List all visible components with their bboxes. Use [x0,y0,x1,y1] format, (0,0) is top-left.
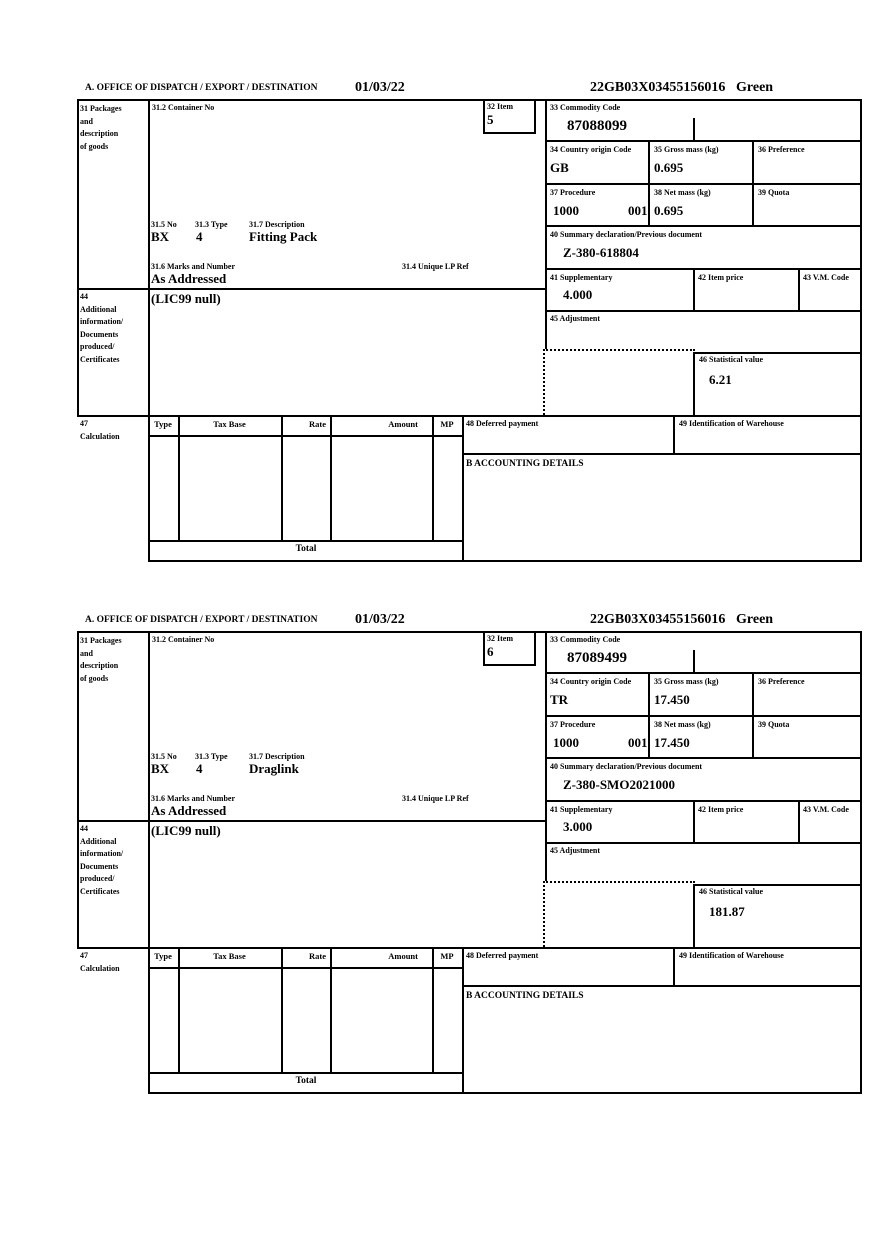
calc-col-tax-base: Tax Base [213,951,246,961]
adjustment-label: 45 Adjustment [550,846,601,855]
divider [673,947,675,985]
divider [77,947,862,949]
container-no-label: 31.2 Container No [152,635,215,644]
vm-code-label: 43 V.M. Code [803,273,849,282]
box44-label-line: 44 [80,824,88,833]
divider [545,842,862,844]
divider [148,540,464,542]
divider [545,310,862,312]
unique-lp-ref-label: 31.4 Unique LP Ref [402,262,469,271]
dotted-divider [543,881,695,883]
statistical-value-label: 46 Statistical value [699,887,763,896]
vm-code-label: 43 V.M. Code [803,805,849,814]
preference-label: 36 Preference [758,677,805,686]
box44-label-line: Certificates [80,886,120,896]
divider [432,415,434,540]
divider [148,560,862,562]
office-of-dispatch-label: A. OFFICE OF DISPATCH / EXPORT / DESTINATION [85,83,318,93]
unique-lp-ref-label: 31.4 Unique LP Ref [402,794,469,803]
divider [860,99,862,560]
calc-col-type: Type [154,419,172,429]
divider [148,99,150,562]
marks-value: As Addressed [151,271,227,286]
divider [545,268,862,270]
divider [148,1092,862,1094]
divider [178,947,180,1072]
box47-label-line: 47 [80,951,88,960]
divider [77,631,79,949]
divider [673,415,675,453]
quota-label: 39 Quota [758,188,790,197]
box47-label-line: 47 [80,419,88,428]
divider [330,415,332,540]
box47-calculation-label [80,418,146,443]
divider [148,967,462,969]
description-label: 31.7 Description [249,752,305,761]
divider [77,631,862,633]
box47-label-line: Calculation [80,431,120,441]
statistical-value: 181.87 [709,904,745,919]
commodity-code-label: 33 Commodity Code [550,103,621,112]
procedure-label: 37 Procedure [550,188,596,197]
divider [148,631,150,1094]
box31-packages-label [80,103,146,153]
gross-mass-value: 0.695 [654,160,684,175]
divider [432,947,434,1072]
adjustment-label: 45 Adjustment [550,314,601,323]
divider [545,140,862,142]
package-no-label: 31.5 No [151,220,177,229]
date-value: 01/03/22 [355,80,405,95]
calc-col-type: Type [154,951,172,961]
item-number-value: 6 [487,644,494,659]
box31-label-line: description [80,661,119,670]
package-no-value: BX [151,761,170,776]
warehouse-id-label: 49 Identification of Warehouse [679,951,784,960]
divider [693,352,695,415]
declaration-item-block [77,612,862,1093]
preference-label: 36 Preference [758,145,805,154]
divider [752,140,754,225]
divider [798,268,800,310]
country-origin-value: TR [550,692,569,707]
declaration-item-block [77,80,862,561]
box44-label-line: 44 [80,292,88,301]
commodity-code-value: 87088099 [567,118,627,134]
package-type-label: 31.3 Type [195,752,228,761]
marks-value: As Addressed [151,803,227,818]
box31-label-line: of goods [80,141,109,151]
divider [77,99,79,417]
package-no-label: 31.5 No [151,752,177,761]
box31-label-line: of goods [80,673,109,683]
country-origin-label: 34 Country origin Code [550,677,632,686]
dotted-divider [543,881,545,947]
package-type-value: 4 [196,229,203,244]
calc-col-amount: Amount [388,951,418,961]
box44-label-line: Documents [80,329,119,339]
divider [330,947,332,1072]
net-mass-value: 0.695 [654,203,684,218]
box31-label-line: 31 Packages [80,104,122,113]
country-origin-value: GB [550,160,569,175]
previous-document-value: Z-380-618804 [563,245,639,260]
previous-document-label: 40 Summary declaration/Previous document [550,230,703,239]
divider [693,352,862,354]
gross-mass-label: 35 Gross mass (kg) [654,677,719,686]
box44-label-line: Certificates [80,354,120,364]
previous-document-value: Z-380-SMO2021000 [563,777,675,792]
divider [545,757,862,759]
calc-col-mp: MP [440,951,454,961]
box44-label-line: information/ [80,317,124,326]
calc-col-mp: MP [440,419,454,429]
divider [281,415,283,540]
procedure-label: 37 Procedure [550,720,596,729]
item-price-label: 42 Item price [698,273,744,282]
supplementary-value: 4.000 [563,287,593,302]
box44-additional-info-label [80,823,146,898]
dotted-divider [543,349,545,415]
item-label: 32 Item [487,634,513,643]
deferred-payment-label: 48 Deferred payment [466,419,539,428]
divider [648,672,650,757]
gross-mass-label: 35 Gross mass (kg) [654,145,719,154]
divider [178,415,180,540]
movement-reference-value: 22GB03X03455156016 [590,80,726,95]
divider [462,947,464,1092]
commodity-code-label: 33 Commodity Code [550,635,621,644]
total-label: Total [295,544,317,554]
box44-label-line: produced/ [80,342,115,351]
divider [281,947,283,1072]
previous-document-label: 40 Summary declaration/Previous document [550,762,703,771]
box31-label-line: description [80,129,119,138]
calc-col-rate: Rate [309,419,326,429]
total-label: Total [295,1076,317,1086]
box44-label-line: Additional [80,836,117,846]
net-mass-label: 38 Net mass (kg) [654,720,711,729]
procedure-value-2: 001 [628,735,648,750]
calc-col-amount: Amount [388,419,418,429]
statistical-value-label: 46 Statistical value [699,355,763,364]
divider [462,985,862,987]
commodity-subfield-tick [693,118,695,140]
marks-label: 31.6 Marks and Number [151,794,236,803]
divider [462,453,862,455]
calc-col-rate: Rate [309,951,326,961]
box31-label-line: 31 Packages [80,636,122,645]
divider [77,415,862,417]
office-of-dispatch-label: A. OFFICE OF DISPATCH / EXPORT / DESTINATION [85,615,318,625]
divider [545,183,862,185]
container-no-label: 31.2 Container No [152,103,215,112]
box31-label-line: and [80,648,93,658]
divider [798,800,800,842]
box44-label-line: produced/ [80,874,115,883]
warehouse-id-label: 49 Identification of Warehouse [679,419,784,428]
procedure-value-1: 1000 [553,203,579,218]
divider [545,225,862,227]
item-price-label: 42 Item price [698,805,744,814]
box44-additional-info-label [80,291,146,366]
item-label: 32 Item [487,102,513,111]
divider [752,672,754,757]
description-value: Draglink [249,761,299,776]
divider [545,800,862,802]
status-value: Green [736,612,774,627]
procedure-value-1: 1000 [553,735,579,750]
divider [693,884,862,886]
gross-mass-value: 17.450 [654,692,690,707]
accounting-details-label: B ACCOUNTING DETAILS [466,991,584,1001]
additional-info-value: (LIC99 null) [151,823,221,838]
box31-label-line: and [80,116,93,126]
box47-label-line: Calculation [80,963,120,973]
date-value: 01/03/22 [355,612,405,627]
divider [462,415,464,560]
status-value: Green [736,80,774,95]
country-origin-label: 34 Country origin Code [550,145,632,154]
commodity-code-value: 87089499 [567,650,627,666]
divider [860,631,862,1092]
supplementary-label: 41 Supplementary [550,805,613,814]
quota-label: 39 Quota [758,720,790,729]
divider [693,884,695,947]
accounting-details-label: B ACCOUNTING DETAILS [466,459,584,469]
box44-label-line: Additional [80,304,117,314]
box47-calculation-label [80,950,146,975]
divider [693,800,695,842]
procedure-value-2: 001 [628,203,648,218]
commodity-subfield-tick [693,650,695,672]
net-mass-value: 17.450 [654,735,690,750]
supplementary-label: 41 Supplementary [550,273,613,282]
divider [148,1072,464,1074]
description-label: 31.7 Description [249,220,305,229]
box44-label-line: information/ [80,849,124,858]
package-type-value: 4 [196,761,203,776]
divider [648,140,650,225]
divider [545,672,862,674]
dotted-divider [543,349,695,351]
box31-packages-label [80,635,146,685]
statistical-value: 6.21 [709,372,732,387]
movement-reference-value: 22GB03X03455156016 [590,612,726,627]
marks-label: 31.6 Marks and Number [151,262,236,271]
deferred-payment-label: 48 Deferred payment [466,951,539,960]
divider [693,268,695,310]
divider [545,99,547,349]
box44-label-line: Documents [80,861,119,871]
divider [545,631,547,881]
divider [77,99,862,101]
divider [148,435,462,437]
package-type-label: 31.3 Type [195,220,228,229]
net-mass-label: 38 Net mass (kg) [654,188,711,197]
supplementary-value: 3.000 [563,819,593,834]
description-value: Fitting Pack [249,229,318,244]
divider [545,715,862,717]
package-no-value: BX [151,229,170,244]
calc-col-tax-base: Tax Base [213,419,246,429]
item-number-value: 5 [487,112,494,127]
additional-info-value: (LIC99 null) [151,291,221,306]
